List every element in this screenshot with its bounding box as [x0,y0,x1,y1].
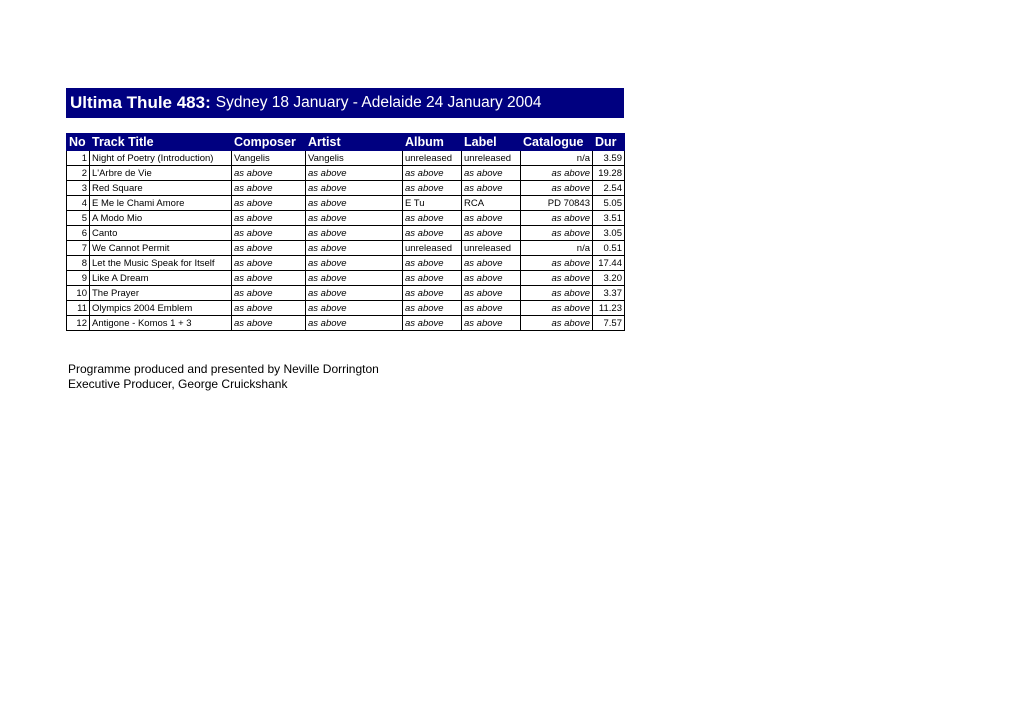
cell-catalogue: PD 70843 [521,196,593,211]
cell-title: Canto [90,226,232,241]
title-bold: Ultima Thule 483: [70,93,211,112]
cell-title: Night of Poetry (Introduction) [90,151,232,166]
cell-no: 9 [67,271,90,286]
cell-label: as above [462,286,521,301]
cell-dur: 11.23 [593,301,625,316]
table-row [67,286,625,301]
cell-dur: 19.28 [593,166,625,181]
cell-composer: as above [232,166,306,181]
credits-line-producer: Programme produced and presented by Neville Dorrington [68,362,379,376]
cell-no: 5 [67,211,90,226]
cell-label: as above [462,211,521,226]
cell-dur: 3.20 [593,271,625,286]
col-header-no: No [67,134,90,151]
cell-no: 8 [67,256,90,271]
cell-album: as above [403,316,462,331]
cell-catalogue: as above [521,271,593,286]
table-row [67,241,625,256]
cell-artist: as above [306,211,403,226]
cell-title: L'Arbre de Vie [90,166,232,181]
cell-no: 1 [67,151,90,166]
cell-composer: as above [232,226,306,241]
cell-no: 6 [67,226,90,241]
cell-no: 12 [67,316,90,331]
cell-artist: as above [306,241,403,256]
cell-title: Antigone - Komos 1 + 3 [90,316,232,331]
table-row [67,166,625,181]
cell-album: E Tu [403,196,462,211]
cell-dur: 3.05 [593,226,625,241]
cell-label: as above [462,166,521,181]
cell-catalogue: as above [521,301,593,316]
tracklist-table [66,133,625,331]
cell-album: as above [403,211,462,226]
cell-composer: as above [232,181,306,196]
cell-catalogue: n/a [521,241,593,256]
cell-artist: as above [306,316,403,331]
cell-composer: as above [232,286,306,301]
cell-no: 7 [67,241,90,256]
cell-no: 4 [67,196,90,211]
credits [68,362,379,392]
table-row [67,211,625,226]
table-row [67,271,625,286]
cell-label: as above [462,316,521,331]
cell-album: as above [403,301,462,316]
cell-title: Olympics 2004 Emblem [90,301,232,316]
cell-label: as above [462,181,521,196]
cell-album: as above [403,271,462,286]
cell-composer: Vangelis [232,151,306,166]
table-body [67,151,625,331]
cell-artist: as above [306,301,403,316]
title-subtitle: Sydney 18 January - Adelaide 24 January 2004 [215,94,542,111]
cell-label: unreleased [462,241,521,256]
cell-no: 2 [67,166,90,181]
cell-title: We Cannot Permit [90,241,232,256]
credits-line-executive: Executive Producer, George Cruickshank [68,377,288,391]
cell-album: as above [403,256,462,271]
cell-no: 11 [67,301,90,316]
cell-composer: as above [232,211,306,226]
table-row [67,181,625,196]
cell-artist: as above [306,166,403,181]
col-header-dur: Dur [593,134,625,151]
cell-composer: as above [232,271,306,286]
cell-catalogue: as above [521,256,593,271]
cell-artist: Vangelis [306,151,403,166]
cell-title: Let the Music Speak for Itself [90,256,232,271]
cell-label: unreleased [462,151,521,166]
col-header-artist: Artist [306,134,403,151]
col-header-composer: Composer [232,134,306,151]
cell-album: as above [403,286,462,301]
cell-artist: as above [306,271,403,286]
col-header-catalogue: Catalogue [521,134,593,151]
cell-title: A Modo Mio [90,211,232,226]
table-row [67,256,625,271]
cell-catalogue: as above [521,316,593,331]
cell-catalogue: as above [521,211,593,226]
cell-artist: as above [306,226,403,241]
cell-artist: as above [306,196,403,211]
cell-title: Like A Dream [90,271,232,286]
cell-artist: as above [306,286,403,301]
table-row [67,226,625,241]
cell-no: 3 [67,181,90,196]
cell-artist: as above [306,181,403,196]
cell-label: as above [462,256,521,271]
cell-album: as above [403,166,462,181]
cell-composer: as above [232,196,306,211]
cell-label: as above [462,301,521,316]
col-header-title: Track Title [90,134,232,151]
cell-dur: 5.05 [593,196,625,211]
page-title-banner [66,88,624,118]
cell-catalogue: as above [521,166,593,181]
cell-album: unreleased [403,241,462,256]
cell-title: E Me le Chami Amore [90,196,232,211]
table-row [67,151,625,166]
table-header-row [67,134,625,151]
cell-dur: 2.54 [593,181,625,196]
cell-catalogue: as above [521,181,593,196]
cell-label: as above [462,226,521,241]
table-row [67,196,625,211]
cell-catalogue: as above [521,226,593,241]
cell-artist: as above [306,256,403,271]
cell-dur: 17.44 [593,256,625,271]
cell-dur: 7.57 [593,316,625,331]
cell-dur: 3.37 [593,286,625,301]
cell-label: RCA [462,196,521,211]
cell-dur: 0.51 [593,241,625,256]
cell-catalogue: as above [521,286,593,301]
cell-catalogue: n/a [521,151,593,166]
cell-album: unreleased [403,151,462,166]
cell-dur: 3.59 [593,151,625,166]
cell-composer: as above [232,256,306,271]
cell-composer: as above [232,301,306,316]
col-header-album: Album [403,134,462,151]
cell-album: as above [403,226,462,241]
cell-dur: 3.51 [593,211,625,226]
cell-title: The Prayer [90,286,232,301]
cell-title: Red Square [90,181,232,196]
cell-label: as above [462,271,521,286]
cell-album: as above [403,181,462,196]
cell-no: 10 [67,286,90,301]
col-header-label: Label [462,134,521,151]
cell-composer: as above [232,241,306,256]
cell-composer: as above [232,316,306,331]
table-row [67,301,625,316]
table-row [67,316,625,331]
